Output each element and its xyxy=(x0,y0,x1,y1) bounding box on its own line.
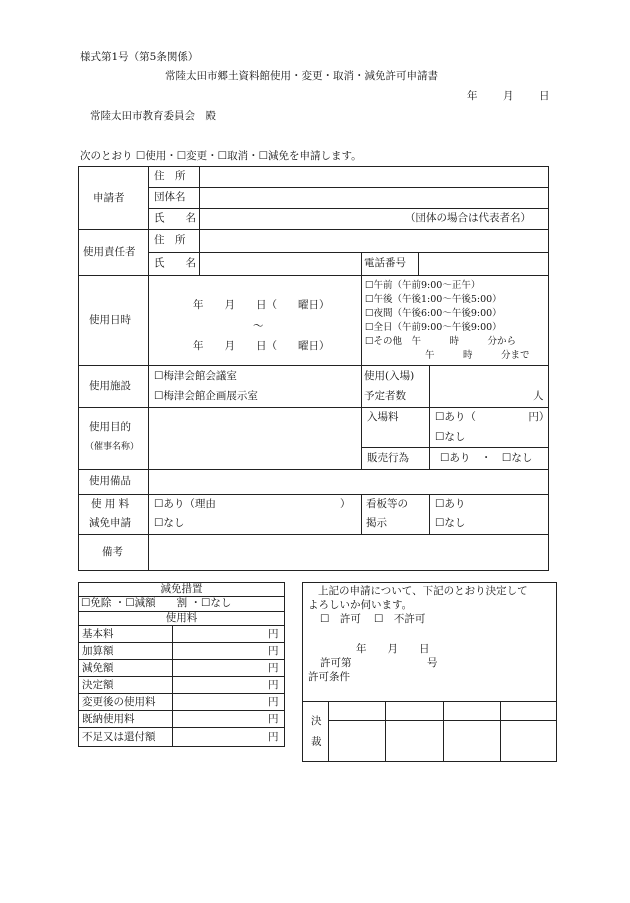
entry-fee-no[interactable]: ☐なし xyxy=(435,431,466,443)
fee-row-label: 不足又は還付額 xyxy=(82,731,156,743)
responsible-label: 使用責任者 xyxy=(83,246,136,258)
phone-label: 電話番号 xyxy=(364,257,406,269)
fee-row-unit: 円 xyxy=(268,731,279,743)
approval-label-1: 決 xyxy=(311,715,322,727)
date-year: 年 xyxy=(467,90,478,102)
option-other[interactable]: ☐その他 午 時 分から xyxy=(365,336,517,347)
option-other-until: 午 時 分まで xyxy=(425,350,530,361)
fee-row-label: 変更後の使用料 xyxy=(82,696,156,708)
responsible-name-label: 氏 名 xyxy=(154,257,196,269)
purpose-field[interactable] xyxy=(151,410,358,466)
intro-text: 次のとおり ☐使用・☐変更・☐取消・☐減免を申請します。 xyxy=(80,150,362,162)
sales-label: 販売行為 xyxy=(367,452,409,464)
date-month: 月 xyxy=(503,90,514,102)
entry-fee-yes[interactable]: ☐あり（ 円） xyxy=(435,411,550,423)
equipment-field[interactable] xyxy=(151,472,546,490)
usage-date-start[interactable]: 年 月 日（ 曜日） xyxy=(193,299,330,311)
form-title: 常陸太田市郷土資料館使用・変更・取消・減免許可申請書 xyxy=(165,70,438,82)
remarks-label: 備考 xyxy=(102,546,123,558)
responsible-address-label: 住 所 xyxy=(154,234,186,246)
measures-options[interactable]: ☐免除 ・☐減額 割 ・☐なし xyxy=(81,597,232,609)
signboard-yes[interactable]: ☐あり xyxy=(435,498,466,510)
fee-row-unit: 円 xyxy=(268,662,279,674)
fee-row-label: 決定額 xyxy=(82,679,114,691)
reduction-no[interactable]: ☐なし xyxy=(154,517,185,529)
date-day: 日 xyxy=(539,90,550,102)
decision-date: 年 月 日 xyxy=(356,643,430,655)
usage-date-tilde: 〜 xyxy=(253,320,264,332)
attendance-label-2: 予定者数 xyxy=(364,390,406,402)
facility-meeting-room[interactable]: ☐梅津会館会議室 xyxy=(154,370,237,382)
fee-row-label: 既納使用料 xyxy=(82,713,135,725)
attendance-unit: 人 xyxy=(533,390,544,402)
reduction-label-1: 使 用 料 xyxy=(91,498,130,510)
decision-text-1: 上記の申請について、下記のとおり決定して xyxy=(318,585,528,597)
fee-row-label: 基本料 xyxy=(82,628,114,640)
purpose-label: 使用目的 xyxy=(89,421,131,433)
usage-date-label: 使用日時 xyxy=(89,314,131,326)
deny-checkbox[interactable]: ☐ 不許可 xyxy=(374,613,426,625)
fee-row-unit: 円 xyxy=(268,628,279,640)
permit-conditions-label: 許可条件 xyxy=(308,671,350,683)
reduction-yes[interactable]: ☐あり（理由 xyxy=(154,498,216,510)
form-number: 様式第1号（第5条関係） xyxy=(80,51,199,63)
signboard-label-1: 看板等の xyxy=(366,498,408,510)
entry-fee-label: 入場料 xyxy=(367,411,399,423)
option-allday[interactable]: ☐全日（午前9:00〜午後9:00） xyxy=(365,322,502,333)
sales-options[interactable]: ☐あり ・ ☐なし xyxy=(440,452,533,464)
addressee: 常陸太田市教育委員会 殿 xyxy=(90,110,216,122)
applicant-name-note: （団体の場合は代表者名） xyxy=(405,212,531,224)
option-morning[interactable]: ☐午前（午前9:00〜正午） xyxy=(365,280,481,291)
applicant-group-field[interactable] xyxy=(201,191,547,207)
permit-number-suffix: 号 xyxy=(427,657,438,669)
reduction-label-2: 減免申請 xyxy=(89,517,131,529)
fee-row-unit: 円 xyxy=(268,696,279,708)
fee-row-label: 加算額 xyxy=(82,645,114,657)
phone-field[interactable] xyxy=(420,257,547,273)
applicant-address-label: 住 所 xyxy=(154,170,186,182)
fee-row-unit: 円 xyxy=(268,679,279,691)
applicant-address-field[interactable] xyxy=(201,170,547,186)
reduction-yes-close: ） xyxy=(340,498,351,510)
permit-number-label: 許可第 xyxy=(320,657,352,669)
signboard-no[interactable]: ☐なし xyxy=(435,517,466,529)
signboard-label-2: 掲示 xyxy=(366,517,387,529)
fee-row-label: 減免額 xyxy=(82,662,114,674)
responsible-address-field[interactable] xyxy=(201,234,547,250)
facility-label: 使用施設 xyxy=(89,380,131,392)
decision-text-2: よろしいか伺います。 xyxy=(308,599,413,611)
permit-checkbox[interactable]: ☐ 許可 xyxy=(320,613,361,625)
equipment-label: 使用備品 xyxy=(89,475,131,487)
usage-date-end[interactable]: 年 月 日（ 曜日） xyxy=(193,340,330,352)
fee-header: 使用料 xyxy=(165,612,198,624)
purpose-sublabel: （催事名称） xyxy=(85,442,140,452)
applicant-name-label: 氏 名 xyxy=(154,212,196,224)
approval-label-2: 裁 xyxy=(311,736,322,748)
remarks-field[interactable] xyxy=(151,537,546,567)
fee-row-unit: 円 xyxy=(268,645,279,657)
responsible-name-field[interactable] xyxy=(201,257,359,273)
applicant-group-label: 団体名 xyxy=(154,191,186,203)
option-afternoon[interactable]: ☐午後（午後1:00〜午後5:00） xyxy=(365,294,502,305)
attendance-label-1: 使用(入場) xyxy=(364,370,415,382)
applicant-label: 申請者 xyxy=(93,192,125,204)
facility-exhibition-room[interactable]: ☐梅津会館企画展示室 xyxy=(154,390,258,402)
measures-title: 減免措置 xyxy=(160,583,203,595)
fee-row-unit: 円 xyxy=(268,713,279,725)
applicant-name-field[interactable] xyxy=(201,212,401,228)
option-evening[interactable]: ☐夜間（午後6:00〜午後9:00） xyxy=(365,308,502,319)
